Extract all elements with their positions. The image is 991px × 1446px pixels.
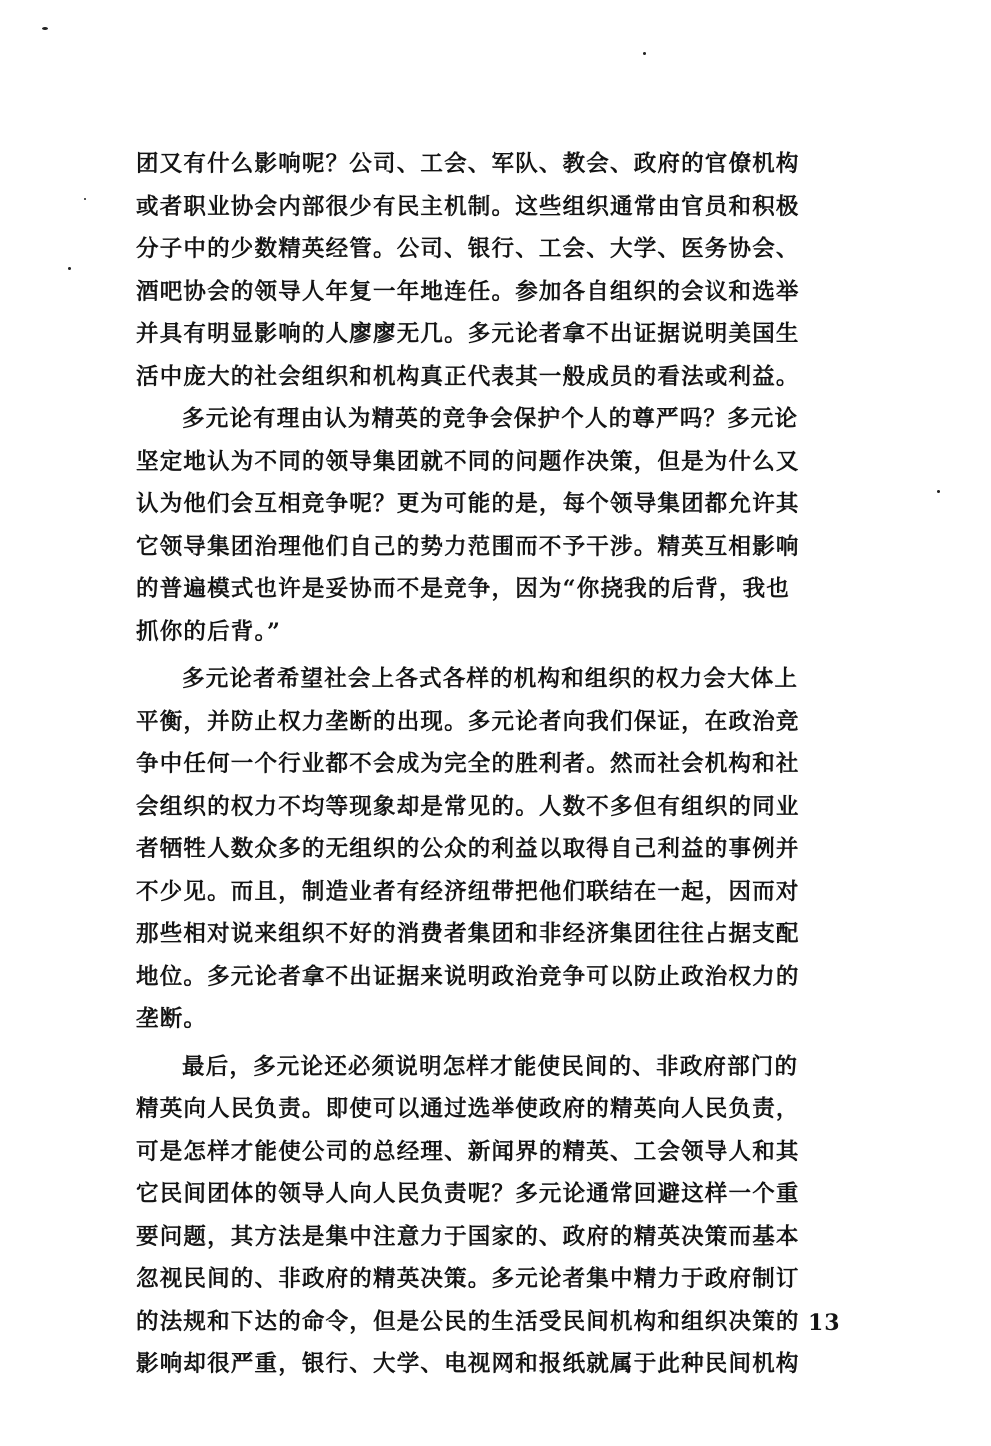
paragraph xyxy=(136,658,858,1041)
text-line: 活中庞大的社会组织和机构真正代表其一般成员的看法或利益。 xyxy=(136,363,800,390)
text-line: 的普遍模式也许是妥协而不是竞争，因为“你挠我的后背，我也 xyxy=(136,576,791,602)
text-line: 不少见。而且，制造业者有经济纽带把他们联结在一起，因而对 xyxy=(136,878,800,905)
scan-speck xyxy=(68,267,71,270)
text-line: 它民间团体的领导人向人民负责呢？多元论通常回避这样一个重 xyxy=(136,1181,800,1207)
text-line: 认为他们会互相竞争呢？更为可能的是，每个领导集团都允许其 xyxy=(136,491,800,517)
text-line: 那些相对说来组织不好的消费者集团和非经济集团往往占据支配 xyxy=(136,921,800,947)
text-line: 并具有明显影响的人廖廖无几。多元论者拿不出证据说明美国生 xyxy=(136,321,800,347)
text-line: 者牺牲人数众多的无组织的公众的利益以取得自己利益的事例并 xyxy=(136,836,800,862)
text-line: 多元论有理由认为精英的竞争会保护个人的尊严吗？多元论 xyxy=(182,406,799,432)
body-text xyxy=(136,143,858,1386)
scan-speck xyxy=(937,490,940,493)
text-line: 争中任何一个行业都不会成为完全的胜利者。然而社会机构和社 xyxy=(136,751,800,777)
text-line: 忽视民间的、非政府的精英决策。多元论者集中精力于政府制订 xyxy=(136,1266,800,1292)
paragraph xyxy=(136,1046,858,1386)
text-line: 要问题，其方法是集中注意力于国家的、政府的精英决策而基本 xyxy=(136,1223,800,1250)
text-line: 最后，多元论还必须说明怎样才能使民间的、非政府部门的 xyxy=(182,1053,799,1080)
text-line: 垄断。 xyxy=(136,1006,208,1032)
text-line: 酒吧协会的领导人年复一年地连任。参加各自组织的会议和选举 xyxy=(136,278,800,305)
text-line: 可是怎样才能使公司的总经理、新闻界的精英、工会领导人和其 xyxy=(136,1138,800,1165)
text-line: 地位。多元论者拿不出证据来说明政治竞争可以防止政治权力的 xyxy=(136,963,800,990)
text-line: 精英向人民负责。即使可以通过选举使政府的精英向人民负责， xyxy=(136,1096,800,1122)
text-line: 会组织的权力不均等现象却是常见的。人数不多但有组织的同业 xyxy=(136,793,800,820)
text-line: 或者职业协会内部很少有民主机制。这些组织通常由官员和积极 xyxy=(136,193,800,220)
text-line: 分子中的少数精英经管。公司、银行、工会、大学、医务协会、 xyxy=(136,236,800,262)
text-line: 抓你的后背。” xyxy=(136,618,282,645)
text-line: 团又有什么影响呢？公司、工会、军队、教会、政府的官僚机构 xyxy=(136,151,800,177)
text-line: 平衡，并防止权力垄断的出现。多元论者向我们保证，在政治竞 xyxy=(136,708,800,735)
scan-speck xyxy=(84,198,86,200)
paragraph xyxy=(136,143,858,398)
page-number: 13 xyxy=(808,1310,841,1336)
text-line: 的法规和下达的命令，但是公民的生活受民间机构和组织决策的 xyxy=(136,1308,800,1335)
text-line: 影响却很严重，银行、大学、电视网和报纸就属于此种民间机构 xyxy=(136,1351,800,1377)
text-line: 它领导集团治理他们自己的势力范围而不予干涉。精英互相影响 xyxy=(136,533,800,560)
scan-speck xyxy=(42,27,48,30)
scan-speck xyxy=(643,52,646,55)
paragraph xyxy=(136,398,858,653)
text-line: 多元论者希望社会上各式各样的机构和组织的权力会大体上 xyxy=(182,666,799,692)
text-line: 坚定地认为不同的领导集团就不同的问题作决策，但是为什么又 xyxy=(136,448,800,475)
